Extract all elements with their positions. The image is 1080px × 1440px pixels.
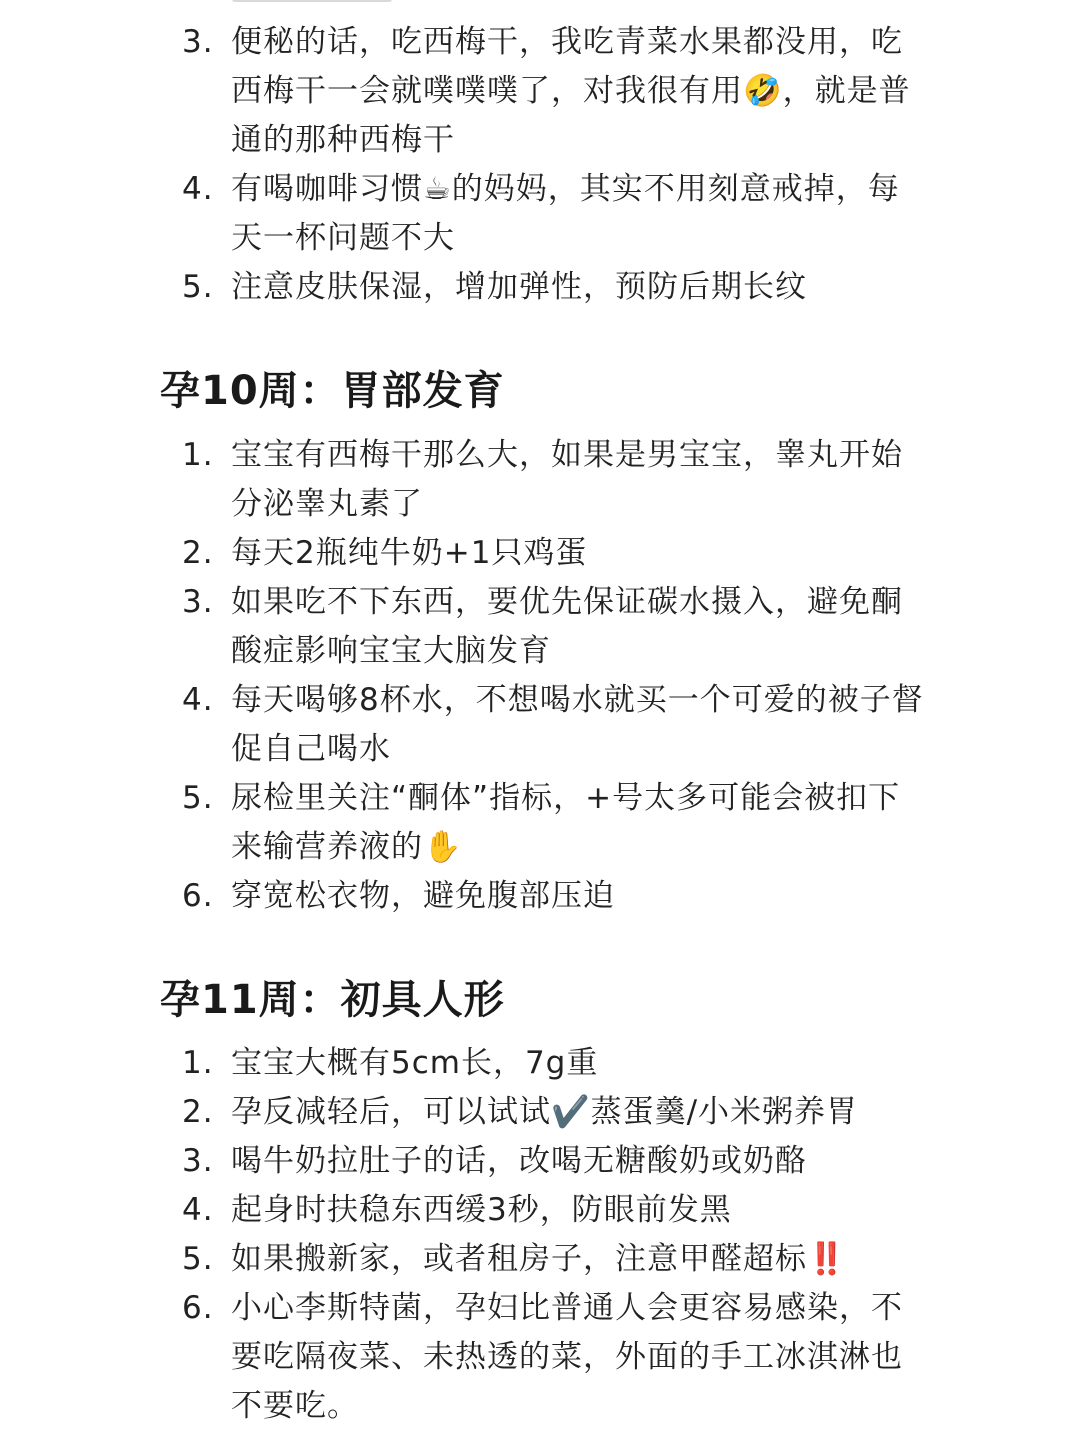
item-text: 如果搬新家，或者租房子，注意甲醛超标‼️ <box>231 1241 847 1277</box>
item-number: 3. <box>182 1143 214 1179</box>
list-item <box>0 263 1080 312</box>
item-text: 孕反减轻后，可以试试✔️蒸蛋羹/小米粥养胃 <box>231 1094 859 1130</box>
item-text: 尿检里关注“酮体”指标，+号太多可能会被扣下来输营养液的✋ <box>231 780 901 865</box>
item-text: 小心李斯特菌，孕妇比普通人会更容易感染，不要吃隔夜菜、未热透的菜，外面的手工冰淇淋也不要吃。 <box>231 1290 903 1424</box>
list-item <box>0 578 1080 676</box>
list-item <box>0 676 1080 774</box>
item-number: 5. <box>182 269 214 305</box>
week10-list <box>0 431 1080 921</box>
item-text: 喝牛奶拉肚子的话，改喝无糖酸奶或奶酪 <box>231 1143 807 1179</box>
item-text: 宝宝有西梅干那么大，如果是男宝宝，睾丸开始分泌睾丸素了 <box>231 437 903 522</box>
item-number: 3. <box>182 24 214 60</box>
item-text: 每天2瓶纯牛奶+1只鸡蛋 <box>231 535 588 571</box>
item-text: 便秘的话，吃西梅干，我吃青菜水果都没用，吃西梅干一会就噗噗噗了，对我很有用🤣，就是普通的那种西梅干 <box>231 24 911 158</box>
prev-section-list <box>0 18 1080 312</box>
item-number: 1. <box>182 437 214 473</box>
week10-heading: 孕10周：胃部发育 <box>160 368 505 414</box>
item-number: 5. <box>182 1241 214 1277</box>
item-number: 6. <box>182 878 214 914</box>
list-item <box>0 529 1080 578</box>
list-item <box>0 1284 1080 1431</box>
week11-heading: 孕11周：初具人形 <box>160 977 505 1023</box>
list-item <box>0 872 1080 921</box>
list-item <box>0 774 1080 872</box>
list-item <box>0 1088 1080 1137</box>
item-number: 5. <box>182 780 214 816</box>
cut-off-line <box>232 0 452 2</box>
item-text: 如果吃不下东西，要优先保证碳水摄入，避免酮酸症影响宝宝大脑发育 <box>231 584 903 669</box>
item-text: 宝宝大概有5cm长，7g重 <box>231 1045 599 1081</box>
item-text: 注意皮肤保湿，增加弹性，预防后期长纹 <box>231 269 807 305</box>
item-number: 2. <box>182 1094 214 1130</box>
list-item <box>0 1186 1080 1235</box>
week11-list <box>0 1039 1080 1431</box>
list-item <box>0 1137 1080 1186</box>
item-text: 穿宽松衣物，避免腹部压迫 <box>231 878 615 914</box>
item-text: 起身时扶稳东西缓3秒，防眼前发黑 <box>231 1192 732 1228</box>
item-number: 3. <box>182 584 214 620</box>
item-number: 4. <box>182 171 214 207</box>
item-number: 4. <box>182 682 214 718</box>
item-number: 2. <box>182 535 214 571</box>
item-text: 有喝咖啡习惯☕的妈妈，其实不用刻意戒掉，每天一杯问题不大 <box>231 171 900 256</box>
list-item <box>0 165 1080 263</box>
list-item <box>0 1235 1080 1284</box>
list-item <box>0 1039 1080 1088</box>
item-text: 每天喝够8杯水，不想喝水就买一个可爱的被子督促自己喝水 <box>231 682 924 767</box>
item-number: 1. <box>182 1045 214 1081</box>
list-item <box>0 431 1080 529</box>
item-number: 6. <box>182 1290 214 1326</box>
item-number: 4. <box>182 1192 214 1228</box>
list-item <box>0 18 1080 165</box>
